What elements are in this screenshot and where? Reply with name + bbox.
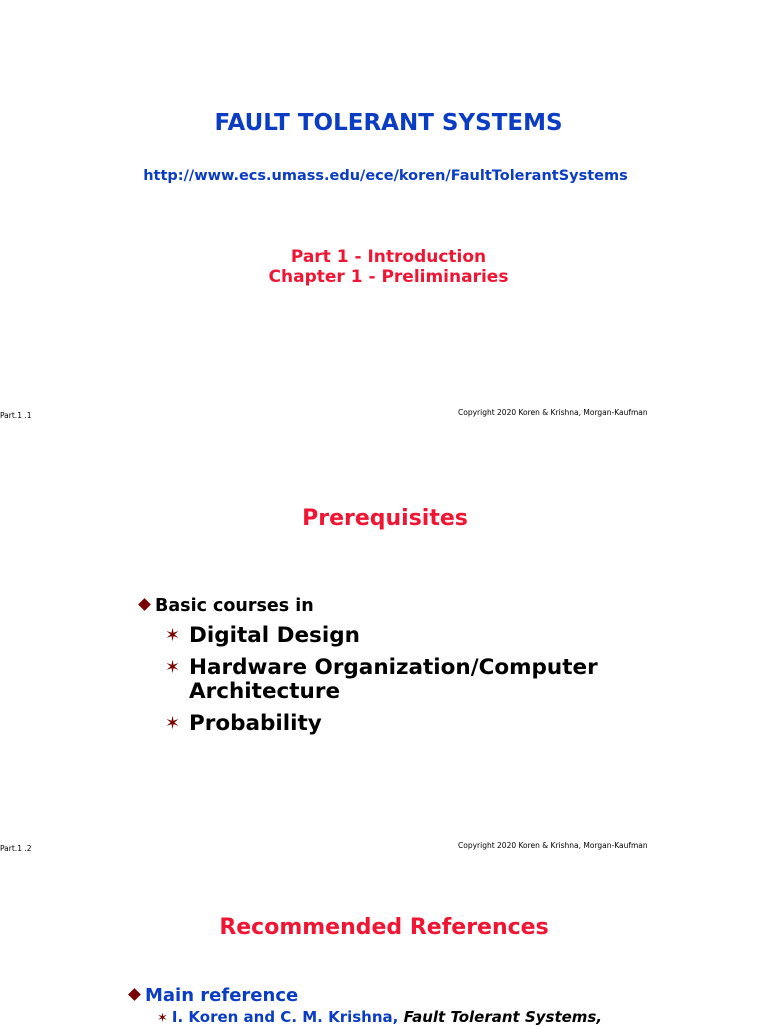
list-item (165, 712, 645, 736)
list-item (165, 656, 645, 704)
slide1-subtitle (0, 247, 768, 287)
diamond-bullet-icon (138, 598, 151, 611)
slide3-main-reference (130, 985, 298, 1006)
slide3-main-label: Main reference (145, 985, 299, 1006)
slide3-ref-book: Fault Tolerant Systems, (403, 1008, 603, 1026)
slide1-url-link[interactable]: http://www.ecs.umass.edu/ece/koren/FaultTolerantSystems (143, 168, 628, 184)
slide1-copyright: Copyright 2020 Koren & Krishna, Morgan-Kaufman (458, 408, 648, 417)
slide2-bullet (140, 596, 314, 616)
star-bullet-icon: ✶ (165, 625, 181, 646)
slide2-item-list (165, 624, 645, 744)
star-bullet-icon: ✶ (165, 657, 181, 678)
slide3-reference-entry (157, 1008, 602, 1026)
slide2-bullet-text: Basic courses in (155, 596, 314, 616)
list-item (165, 624, 645, 648)
star-bullet-icon: ✶ (157, 1011, 168, 1026)
slide2-page-label: Part.1 .2 (0, 844, 32, 853)
diamond-bullet-icon (128, 988, 141, 1001)
star-bullet-icon: ✶ (165, 713, 181, 734)
slide1-title: FAULT TOLERANT SYSTEMS (214, 110, 563, 136)
slide1-page-label: Part.1 .1 (0, 411, 32, 420)
slide3-ref-authors: I. Koren and C. M. Krishna, (171, 1008, 404, 1026)
slide3-title: Recommended References (219, 915, 549, 940)
slide2-title: Prerequisites (302, 506, 468, 531)
slide1-part-label: Part 1 - Introduction (290, 247, 487, 267)
list-item-text: Probability (189, 711, 322, 736)
list-item-text: Digital Design (189, 623, 360, 648)
slide2-copyright: Copyright 2020 Koren & Krishna, Morgan-Kaufman (458, 841, 648, 850)
list-item-text: Hardware Organization/Computer Architecture (189, 655, 598, 704)
slide1-chapter-label: Chapter 1 - Preliminaries (268, 267, 509, 287)
